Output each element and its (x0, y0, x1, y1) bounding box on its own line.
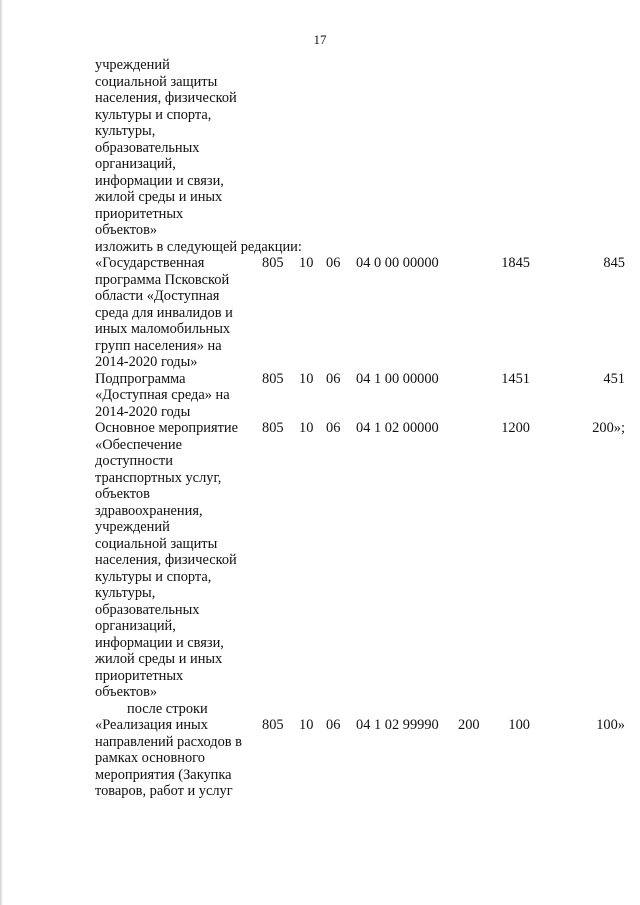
ved-code: 805 (262, 420, 284, 436)
amount-year-2: 451 (603, 370, 625, 387)
section-code: 10 (299, 370, 314, 387)
continuation-text: учреждений социальной защиты населения, физической культуры и спорта, культуры, образовательных организаций, информации и связи, жилой среды и иных приоритетных объектов» (95, 57, 237, 238)
expense-type-code: 200 (458, 717, 480, 733)
table-row (95, 255, 625, 371)
amount-year-1: 1200 (501, 420, 530, 436)
target-article-code: 04 1 02 99990 (356, 717, 439, 733)
subsection-code: 06 (326, 717, 341, 733)
table-row (95, 717, 625, 800)
amount-year-1: 100 (508, 717, 530, 733)
row-name: «Государственная программа Псковской области «Доступная среда для инвалидов и иных маломобильных групп населения» на 2014-2020 годы» (95, 255, 233, 370)
ved-code: 805 (262, 717, 284, 733)
target-article-code: 04 1 02 00000 (356, 420, 439, 436)
page-number: 17 (313, 32, 327, 47)
amount-year-2: 100» (596, 717, 625, 733)
ved-code: 805 (262, 255, 284, 271)
target-article-code: 04 0 00 00000 (356, 255, 439, 271)
section-code: 10 (299, 717, 314, 733)
amount-year-1: 1845 (501, 255, 530, 271)
continuation-row (95, 57, 625, 239)
target-article-code: 04 1 00 00000 (356, 370, 439, 387)
ved-code: 805 (262, 370, 284, 387)
amount-year-1: 1451 (501, 370, 530, 387)
amount-year-2: 200»; (592, 420, 625, 436)
row-name: Подпрограмма «Доступная среда» на 2014-2020 годы (95, 370, 230, 420)
amount-year-2: 845 (603, 255, 625, 271)
section-code: 10 (299, 255, 314, 271)
section-code: 10 (299, 420, 314, 436)
subsection-code: 06 (326, 255, 341, 271)
table-row (95, 371, 625, 421)
scan-edge (0, 0, 3, 905)
row-name: Основное мероприятие «Обеспечение доступности транспортных услуг, объектов здравоохранения, учреждений социальной защиты населения, физической культуры и спорта, культуры, образовательных организаций, информации и связи, жилой среды и иных приоритетных объектов» (95, 420, 239, 700)
document-body (95, 57, 625, 800)
subsection-code: 06 (326, 420, 341, 436)
subsection-code: 06 (326, 370, 341, 387)
instruction-rewrite: изложить в следующей редакции: (95, 238, 302, 255)
table-row (95, 420, 625, 701)
instruction-after-row: после строки (127, 700, 208, 717)
row-name: «Реализация иных направлений расходов в рамках основного мероприятия (Закупка товаров, работ и услуг (95, 717, 242, 799)
